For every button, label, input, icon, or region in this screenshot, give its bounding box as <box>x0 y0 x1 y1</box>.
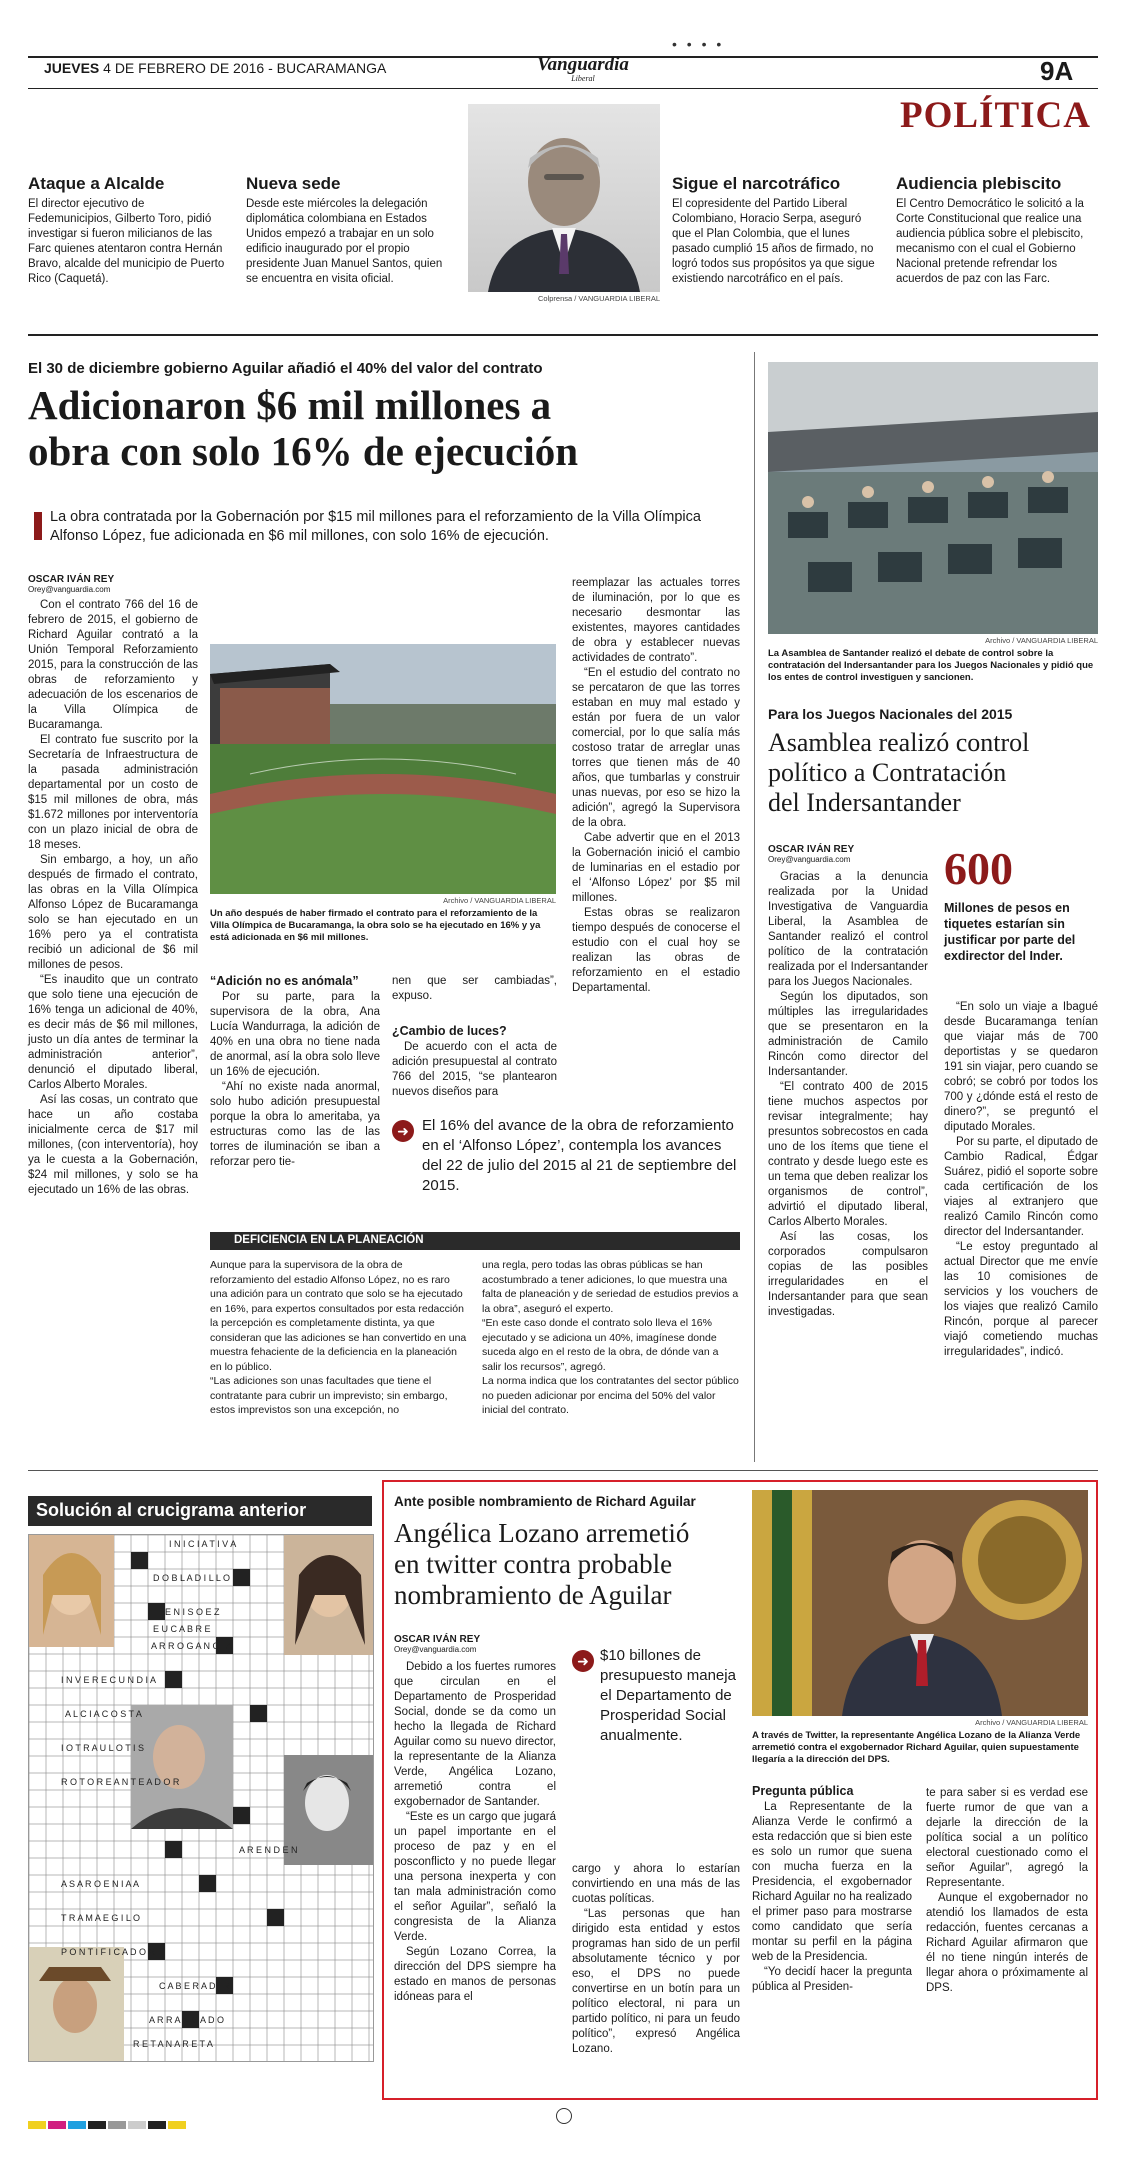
briefs-bottom-rule <box>28 334 1098 336</box>
brief-sede <box>246 174 451 287</box>
paragraph: Aunque el exgobernador no atendió los llamados de esta redacción, fuentes cercanas a Richard Aguilar afirmaron que él no tiene ningún interés de llegar ahora o próximamente al DPS. <box>926 1892 1088 1994</box>
sub2-lead: nen que ser cambiadas”, expuso. <box>392 975 557 1002</box>
paragraph: De acuerdo con el acta de adición presupuestal al contrato 766 del 2015, “se plantearon nuevos diseños para <box>392 1041 557 1098</box>
paragraph: La Representante de la Alianza Verde le confirmó a esta redacción que si bien este es solo un rumor que suena con mucha fuerza en la Presidencia, el exgobernador Richard Aguilar no ha realizado el primer paso para mostrarse como candidato que sería montar su perfil en la página web de la Presidencia. <box>752 1801 912 1963</box>
paragraph: te para saber si es verdad ese fuerte rumor de que van a dejarle la dirección de la política social a un político electoral cuestionado como el señor Aguilar”, agregó la Representante. <box>926 1787 1088 1889</box>
sub2-body <box>392 1040 557 1100</box>
assembly-byline <box>768 844 854 864</box>
byline-name: OSCAR IVÁN REY <box>28 574 115 585</box>
paragraph: una regla, pero todas las obras públicas se han acostumbrado a tener adiciones, lo que muestra una falta de planeación y de seriedad de estudios previos a la obra”, aseguró el experto. <box>482 1259 739 1315</box>
paragraph: Con el contrato 766 del 16 de febrero de 2015, el gobierno de Richard Aguilar contrató a la Unión Temporal Reforzamiento 2015, para la construcción de las obras de reforzamiento y adecuación de los escenarios de la Villa Olímpica de Bucaramanga. <box>28 599 198 731</box>
paragraph: “Le estoy preguntado al actual Director que me envíe las 10 comisiones de servicios y los vouchers de los viajes que realizó Camilo Rincón, porque al parecer viajó cometiendo muchas irregularidades”, indicó. <box>944 1241 1098 1358</box>
portrait-illustration <box>468 104 660 292</box>
svg-text:I N I C I A T I V A: I N I C I A T I V A <box>169 1539 237 1549</box>
byline-mail: Orey@vanguardia.com <box>28 585 111 594</box>
paragraph: Así las cosas, un contrato que hace un año costaba inicialmente cerca de $17 mil millones, (con interventoría), hoy ya le cuesta a la Gobernación, $24 mil millones, y solo se ha ejecutado un 16% de las obras. <box>28 1094 198 1196</box>
aguilar-photo-credit: Archivo / VANGUARDIA LIBERAL <box>975 1718 1088 1727</box>
paragraph: Según Lozano Correa, la dirección del DPS siempre ha estado en manos de personas idóneas para el <box>394 1946 556 2003</box>
box-title: DEFICIENCIA EN LA PLANEACIÓN <box>234 1234 424 1246</box>
paragraph: “Es inaudito que un contrato que solo tiene una ejecución de 16% tenga un adicional de 40%, es decir más de $6 mil millones, justo un día antes de terminar la administración anterior”, denunció el diputado liberal, Carlos Alberto Morales. <box>28 974 198 1091</box>
svg-text:R E T A N A R E T A: R E T A N A R E T A <box>133 2039 213 2049</box>
assembly-caption: La Asamblea de Santander realizó el debate de control sobre la contratación del Indersantander para los Juegos Nacionales y pidió que los entes de control investiguen y sancionen. <box>768 648 1094 683</box>
svg-text:E N I S O E Z: E N I S O E Z <box>165 1607 220 1617</box>
paragraph: “En solo un viaje a Ibagué desde Bucaramanga tenían que viajar más de 700 deportistas y se quedaron 191 sin viajar, pero cuando se cobró; se cobró por todos los 700 y ¿dónde está el resto de dinero?”, se preguntó el diputado Morales. <box>944 1001 1098 1133</box>
brief-body: El Centro Democrático le solicitó a la Corte Constitucional que realice una audiencia pública sobre el plebiscito, mecanismo con el cual el Gobierno Nacional pretende refrendar los acuerdos de paz con las Farc. <box>896 198 1084 285</box>
paragraph: Gracias a la denuncia realizada por la Unidad Investigativa de Vanguardia Liberal, la Asamblea de Santander realizó el control político de la contratación realizada por el Indersantander para los Juegos Nacionales. <box>768 871 928 988</box>
svg-text:D O B L A D I L L O: D O B L A D I L L O <box>153 1573 231 1583</box>
byline-name: OSCAR IVÁN REY <box>768 844 855 855</box>
stadium-caption: Un año después de haber firmado el contrato para el reforzamiento de la Villa Olímpica de Bucaramanga, la obra solo se ha ejecutado en 16% y ya está adicionada en $6 mil millones. <box>210 908 541 943</box>
main-headline <box>28 382 748 474</box>
svg-text:I O T R A U L O T I S: I O T R A U L O T I S <box>61 1743 145 1753</box>
brief-plebiscito <box>896 174 1096 287</box>
lozano-byline <box>394 1634 480 1654</box>
main-pullquote: El 16% del avance de la obra de reforzamiento en el ‘Alfonso López’, contempla los avances del 22 de julio del 2015 al 21 de septiembre del 2015. <box>422 1117 737 1194</box>
paragraph: cargo y ahora lo estarían convirtiendo en una más de las cuotas políticas. <box>572 1863 740 1905</box>
paragraph: “Ahí no existe nada anormal, solo hubo adición presupuestal porque la obra lo ameritaba, ya estructuras como las de las torres de iluminación se iban a reforzar pero tie- <box>210 1081 380 1168</box>
paragraph: Debido a los fuertes rumores que circulan en el Departamento de Prosperidad Social, donde se da como un hecho la llegada de Richard Aguilar como su nuevo director, la representante de la Alianza Verde, Angélica Lozano, arremetió contra el exgobernador de Santander. <box>394 1661 556 1808</box>
svg-text:A R R O G A N C I A: A R R O G A N C I A <box>151 1641 233 1651</box>
assembly-kicker: Para los Juegos Nacionales del 2015 <box>768 706 1013 722</box>
assembly-headline-line3: del Indersantander <box>768 788 961 817</box>
main-headline-line1: Adicionaron $6 mil millones a <box>28 382 552 428</box>
svg-text:P O N T I F I C A D O R: P O N T I F I C A D O R <box>61 1947 156 1957</box>
big-number: 600 <box>944 843 1013 894</box>
header-date-rest: 4 DE FEBRERO DE 2016 - BUCARAMANGA <box>103 60 387 76</box>
aguilar-illustration <box>752 1490 1088 1716</box>
crossword-portrait-3 <box>131 1705 233 1829</box>
paragraph: “Las personas que han dirigido esta entidad y estos programas han sido de un perfil absolutamente técnico y por eso, el DPS no puede convertirse en un botín para un político electoral, ni para un partido político, ni para un feudo político”, expresó Angélica Lozano. <box>572 1908 740 2055</box>
lozano-col1 <box>394 1660 556 2005</box>
lozano-headline-line1: Angélica Lozano arremetió <box>394 1518 690 1548</box>
paragraph: La norma indica que los contratantes del sector público no pueden adicionar por encima del 50% del valor inicial del contrato. <box>482 1375 739 1416</box>
stadium-credit: Archivo / VANGUARDIA LIBERAL <box>443 896 556 905</box>
stadium-photo <box>210 644 556 894</box>
byline-mail: Orey@vanguardia.com <box>768 855 851 864</box>
lozano-col3 <box>752 1800 912 1995</box>
lower-section-rule <box>28 1470 1098 1471</box>
crossword-area <box>28 1534 374 2062</box>
column-separator <box>754 352 755 1462</box>
lozano-kicker: Ante posible nombramiento de Richard Aguilar <box>394 1494 696 1509</box>
main-deck-marker <box>34 512 42 540</box>
paragraph: “En el estudio del contrato no se percataron de que las torres estaban en muy mal estado y están por fuera de un valor comercial, por lo que salía más costoso tratar de arreglar unas torres que tienen más de 40 años, que tumbarlas y construir unas nuevas, por eso se hizo la adición”, agregó la Supervisora de la obra. <box>572 667 740 829</box>
brief-body: El copresidente del Partido Liberal Colombiano, Horacio Serpa, aseguró que el Plan Colombia, que el lunes pasado cumplió 15 años de firmado, no logró todos sus propósitos ya que sigue existiendo narcotráfico en el país. <box>672 198 875 285</box>
paragraph: “Las adiciones son unas facultades que tiene el contratante para cubrir un imprevisto; sin embargo, estos imprevistos son una excepción, no <box>210 1375 448 1416</box>
registration-crosshair <box>556 2108 572 2124</box>
brief-ataque <box>28 174 228 287</box>
stadium-illustration <box>210 644 556 894</box>
box-col1 <box>210 1258 468 1418</box>
assembly-col2 <box>944 1000 1098 1360</box>
svg-text:A R E N D E N: A R E N D E N <box>239 1845 298 1855</box>
logo-sub: Liberal <box>571 74 595 83</box>
brief-title: Ataque a Alcalde <box>28 174 165 193</box>
aguilar-caption: A través de Twitter, la representante Angélica Lozano de la Alianza Verde arremetió contra el exgobernador Richard Aguilar, quien supuestamente llegaría a la dirección del DPS. <box>752 1730 1081 1765</box>
paragraph: Sin embargo, a hoy, un año después de firmado el contrato, las obras en la Villa Olímpica Alfonso López de Bucaramanga solo se han ejecutado en un 16% pero ya el contratista recibió un adicional de $6 mil millones de pesos. <box>28 854 198 971</box>
header-date-day: JUEVES <box>44 60 100 76</box>
paragraph: Según los diputados, son múltiples las irregularidades que se presentaron en la administración de Camilo Rincón como director del Indersantander. <box>768 991 928 1078</box>
brief-title: Sigue el narcotráfico <box>672 174 841 193</box>
arrow-icon: ➜ <box>392 1120 414 1142</box>
paragraph: Por su parte, para la supervisora de la obra, Ana Lucía Wandurraga, la adición de 40% en una obra no tiene nada de anormal, así la obra solo lleve un 16% de ejecución. <box>210 991 380 1078</box>
main-kicker: El 30 de diciembre gobierno Aguilar añadió el 40% del valor del contrato <box>28 360 543 377</box>
main-col1 <box>28 598 198 1196</box>
paragraph: Así las cosas, los corporados compulsaron copias de las posibles irregularidades en el Indersantander para que sean investigadas. <box>768 1231 928 1318</box>
crossword-title: Solución al crucigrama anterior <box>36 1500 307 1520</box>
lozano-headline-line3: nombramiento de Aguilar <box>394 1580 672 1610</box>
paragraph: Aunque para la supervisora de la obra de reforzamiento del estadio Alfonso López, no es raro una adición para un contrato que solo se ha ejecutado en 16%, para expertos consultados por esta redacción la percepción es completamente distinta, ya que consideran que las adiciones se han convertido en una muestra fehaciente de la deficiencia en la planeación en lo público. <box>210 1259 467 1373</box>
sub1-title: “Adición no es anómala” <box>210 974 359 988</box>
lozano-subtitle: Pregunta pública <box>752 1784 854 1798</box>
sub2-title: ¿Cambio de luces? <box>392 1024 507 1038</box>
lozano-headline-line2: en twitter contra probable <box>394 1549 673 1579</box>
page-number: 9A <box>1040 56 1074 86</box>
paragraph: reemplazar las actuales torres de iluminación, por lo que es necesario desmontar las existentes, mayores cantidades de obra y establecer nuevas actividades de contrato”. <box>572 577 740 664</box>
svg-text:A R R A N C A D O: A R R A N C A D O <box>149 2015 225 2025</box>
masthead-logo <box>528 55 638 83</box>
assembly-col1 <box>768 870 928 1320</box>
big-number-text: Millones de pesos en tiquetes estarían sin justificar por parte del exdirector del Inder. <box>944 901 1076 963</box>
lozano-col2 <box>572 1862 740 2057</box>
paragraph: Estas obras se realizaron tiempo después de conocerse el estudio con el cual hoy se realizan las obras de reforzamiento en el estadio Departamental. <box>572 907 740 994</box>
brief-title: Audiencia plebiscito <box>896 174 1062 193</box>
crossword-portrait-5 <box>29 1947 124 2061</box>
assembly-headline-line2: político a Contratación <box>768 758 1007 787</box>
header-date <box>44 60 386 76</box>
svg-text:A L C I A C O S T A: A L C I A C O S T A <box>65 1709 142 1719</box>
assembly-photo <box>768 362 1098 634</box>
brief-title: Nueva sede <box>246 174 341 193</box>
paragraph: El contrato fue suscrito por la Secretaría de Infraestructura de la pasada administración departamental por un costo de $15 mil millones de obra, más $1.672 millones por interventoría con un plazo inicial de obra de 18 meses. <box>28 734 198 851</box>
crossword-grid <box>29 1535 373 2061</box>
brief-narcotrafico <box>672 174 882 287</box>
header-bottom-rule <box>28 88 1098 89</box>
paragraph: “Yo decidí hacer la pregunta pública al Presiden- <box>752 1966 912 1993</box>
byline-mail: Orey@vanguardia.com <box>394 1645 477 1654</box>
box-col2 <box>482 1258 740 1418</box>
lozano-pullquote: $10 billones de presupuesto maneja el Departamento de Prosperidad Social anualmente. <box>600 1647 736 1744</box>
arrow-icon: ➜ <box>572 1650 594 1672</box>
paragraph: “El contrato 400 de 2015 tiene muchos aspectos por revisar integralmente; hay presuntos sobrecostos en cada uno de los ítems que tiene el contrato y desde luego este es un tema que deben realizar los organismos de control”, advirtió el diputado liberal, Carlos Alberto Morales. <box>768 1081 928 1228</box>
crossword-portrait-2 <box>284 1535 373 1655</box>
main-col3 <box>572 576 740 996</box>
svg-text:E U C A B R E: E U C A B R E <box>153 1624 211 1634</box>
serpa-photo-credit: Colprensa / VANGUARDIA LIBERAL <box>538 294 660 303</box>
svg-text:R O T O R E A N T E A D O R: R O T O R E A N T E A D O R <box>61 1777 180 1787</box>
sub1-body <box>210 990 380 1170</box>
main-byline <box>28 574 114 594</box>
paragraph: Cabe advertir que en el 2013 la Gobernación inició el cambio de luminarias en el estadio por el ‘Alfonso López’ por $5 mil millones. <box>572 832 740 904</box>
aguilar-photo <box>752 1490 1088 1716</box>
lozano-headline <box>394 1518 744 1611</box>
lozano-col4 <box>926 1786 1088 1996</box>
svg-text:T R A M A E G I L O: T R A M A E G I L O <box>61 1913 141 1923</box>
paragraph: “En este caso donde el contrato solo lleva el 16% ejecutado y se adiciona un 40%, imagínese donde suceda algo en el resto de la obra, de dónde van a salir los recursos”, agregó. <box>482 1317 719 1373</box>
paragraph: Por su parte, el diputado de Cambio Radical, Édgar Suárez, pidió el soporte sobre cada certificación de los viajes al extranjero que realizó Camilo Rincón como director del Indersantander. <box>944 1136 1098 1238</box>
paragraph: “Este es un cargo que jugará un papel importante en el proceso de paz y en el posconflicto y no puede llegar una persona inexperta y con tan mala administración como el señor Aguilar”, señaló la congresista de la Alianza Verde. <box>394 1811 556 1943</box>
crossword-portrait-1 <box>29 1535 114 1647</box>
assembly-headline-line1: Asamblea realizó control <box>768 728 1030 757</box>
byline-name: OSCAR IVÁN REY <box>394 1634 481 1645</box>
brief-body: Desde este miércoles la delegación diplomática colombiana en Estados Unidos empezó a trabajar en un solo edificio inaugurado por el propio presidente Juan Manuel Santos, quien se encuentra en visita oficial. <box>246 198 443 285</box>
logo-main: Vanguardia <box>537 54 629 75</box>
assembly-photo-credit: Archivo / VANGUARDIA LIBERAL <box>985 636 1098 645</box>
svg-text:A S A R O E N I A A: A S A R O E N I A A <box>61 1879 140 1889</box>
svg-text:I N V E R E C U N D I A: I N V E R E C U N D I A <box>61 1675 157 1685</box>
section-title: POLÍTICA <box>900 95 1091 136</box>
brief-body: El director ejecutivo de Fedemunicipios, Gilberto Toro, pidió investigar si fueron milicianos de las Farc quienes atentaron contra Hernán Bravo, alcalde del municipio de Puerto Rico (Caquetá). <box>28 198 225 285</box>
svg-text:C A B E R A D I R: C A B E R A D I R <box>159 1981 230 1991</box>
assembly-headline <box>768 728 1098 818</box>
print-dots: • • • • <box>672 36 725 52</box>
main-deck: La obra contratada por la Gobernación por $15 mil millones para el reforzamiento de la Villa Olímpica Alfonso López, fue adicionada en $6 mil millones, con solo 16% de ejecución. <box>50 509 701 544</box>
assembly-illustration <box>768 362 1098 634</box>
main-headline-line2: obra con solo 16% de ejecución <box>28 428 579 474</box>
serpa-photo <box>468 104 660 292</box>
